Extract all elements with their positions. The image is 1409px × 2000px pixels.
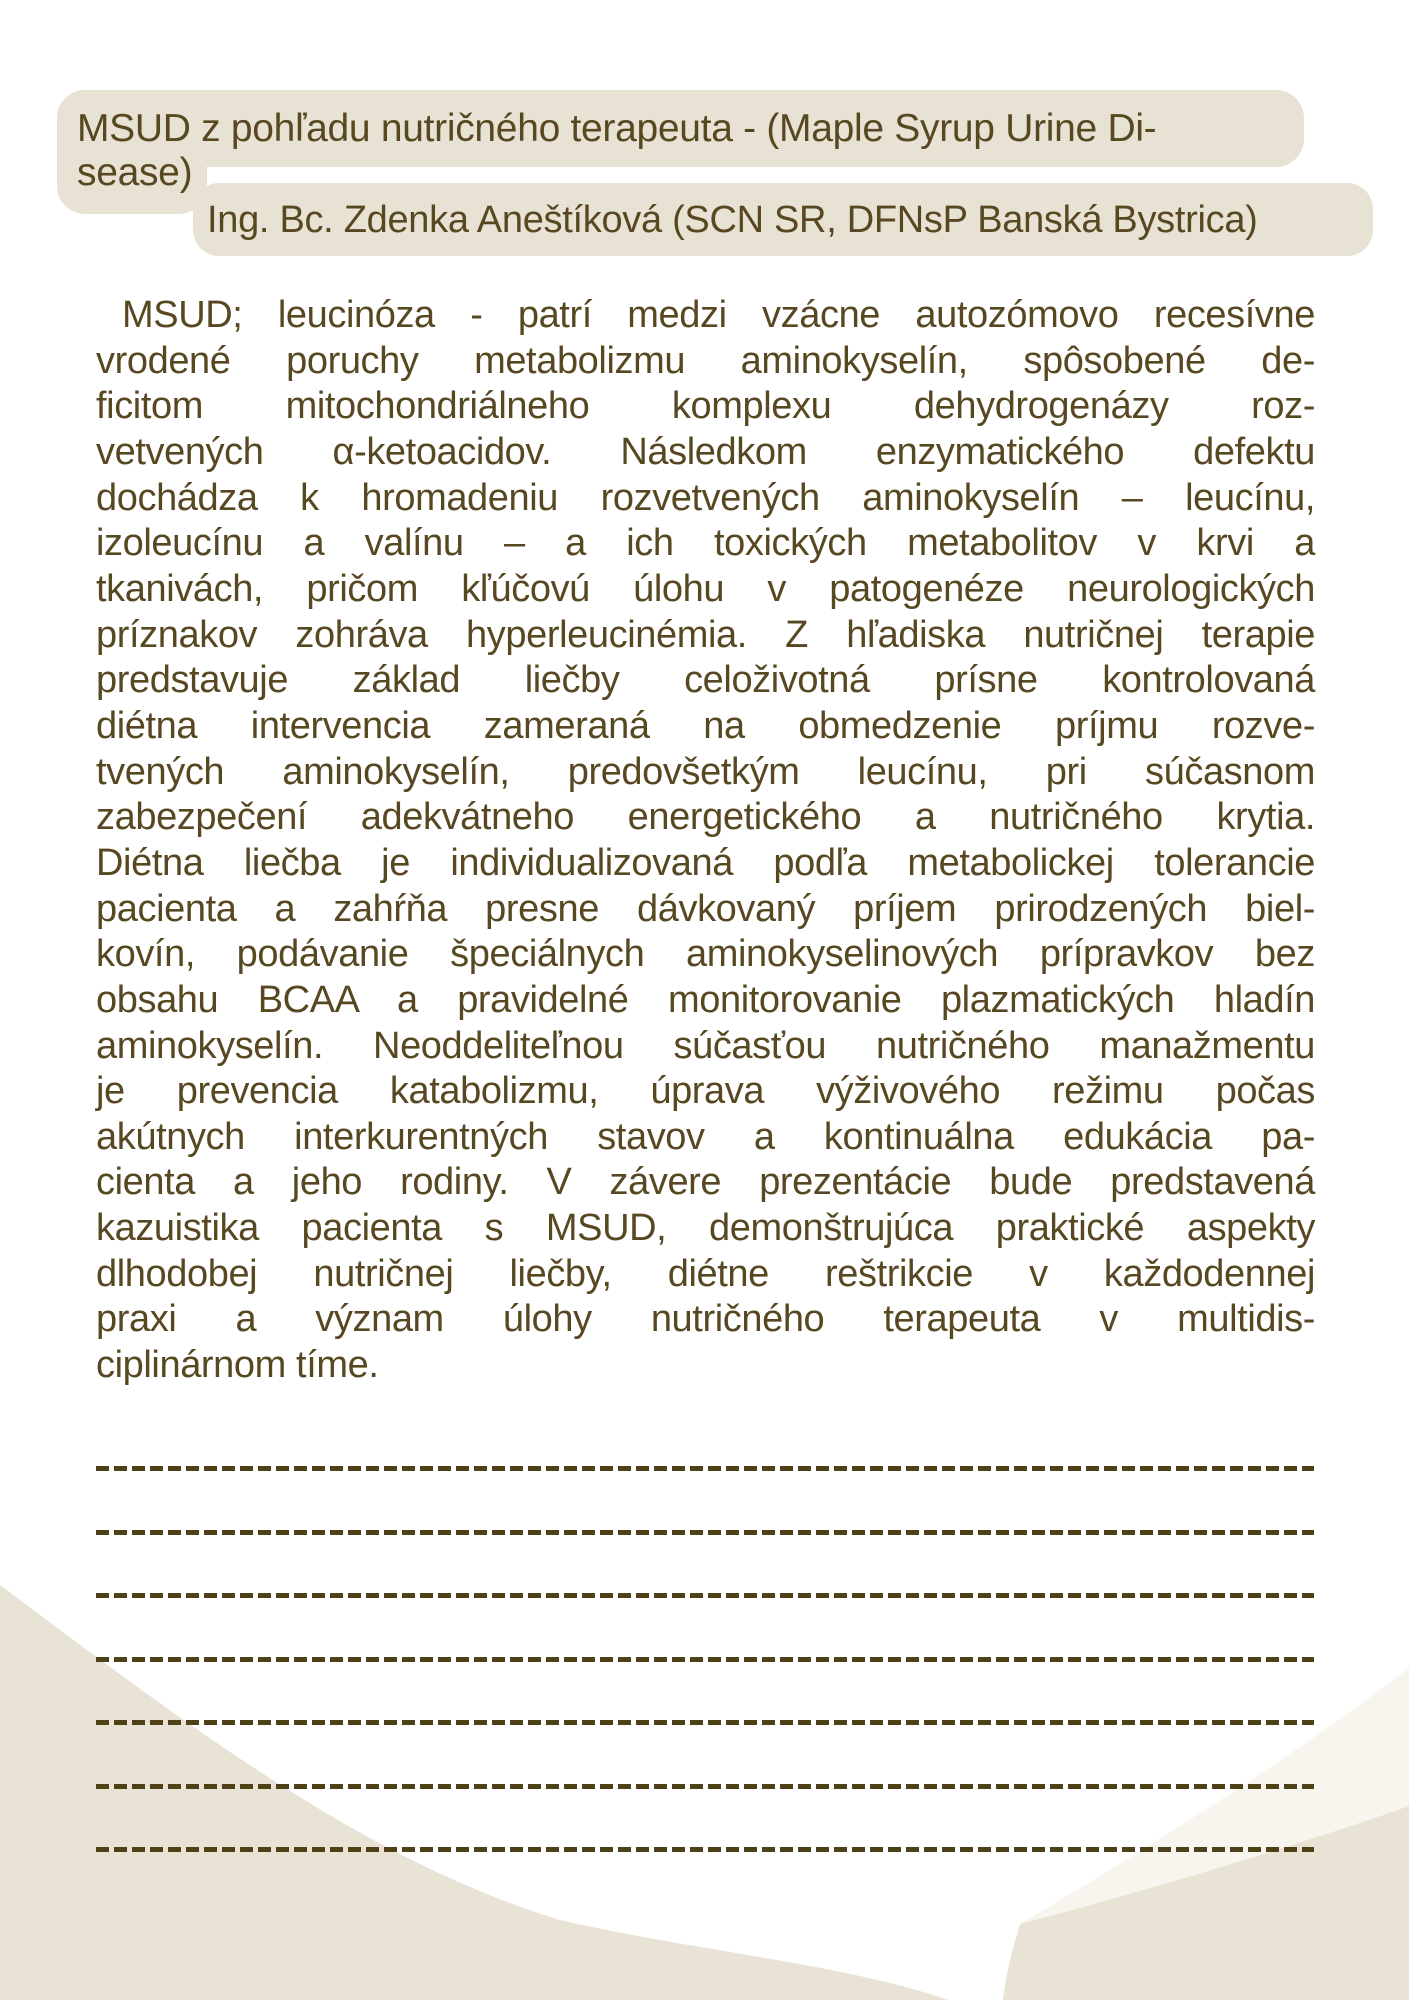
abstract-line: cienta a jeho rodiny. V závere prezentácie bude predstavená (96, 1161, 1315, 1204)
abstract-line: praxi a význam úlohy nutričného terapeuta v multidis- (96, 1298, 1315, 1341)
abstract-line: ficitom mitochondriálneho komplexu dehydrogenázy roz- (96, 385, 1315, 428)
note-dashed-line (96, 1720, 1314, 1725)
notes-lines (96, 1466, 1314, 1856)
abstract-line: dochádza k hromadeniu rozvetvených aminokyselín – leucínu, (96, 476, 1315, 519)
abstract-text (96, 293, 1315, 1389)
abstract-line: ciplinárnom tíme. (96, 1344, 379, 1387)
talk-title-line2: sease) (77, 151, 193, 194)
abstract-line: Diétna liečba je individualizovaná podľa metabolickej tolerancie (96, 841, 1315, 884)
abstract-line: MSUD; leucinóza - patrí medzi vzácne autozómovo recesívne (122, 294, 1315, 336)
note-dashed-line (96, 1593, 1314, 1598)
note-dashed-line (96, 1530, 1314, 1535)
abstract-line: zabezpečení adekvátneho energetického a nutričného krytia. (96, 796, 1315, 839)
abstract-line: kazuistika pacienta s MSUD, demonštrujúca praktické aspekty (96, 1207, 1315, 1250)
abstract-line: tvených aminokyselín, predovšetkým leucínu, pri súčasnom (96, 750, 1315, 793)
abstract-line: diétna intervencia zameraná na obmedzenie príjmu rozve- (96, 704, 1315, 747)
abstract-line: akútnych interkurentných stavov a kontinuálna edukácia pa- (96, 1115, 1315, 1158)
abstract-line: izoleucínu a valínu – a ich toxických metabolitov v krvi a (96, 522, 1315, 565)
abstract-line: pacienta a zahŕňa presne dávkovaný príjem prirodzených biel- (96, 887, 1315, 930)
note-dashed-line (96, 1657, 1314, 1662)
abstract-line: predstavuje základ liečby celoživotná prísne kontrolovaná (96, 659, 1315, 702)
abstract-line: je prevencia katabolizmu, úprava výživového režimu počas (96, 1070, 1315, 1113)
abstract-line: tkanivách, pričom kľúčovú úlohu v patogenéze neurologických (96, 567, 1315, 610)
talk-title-line1: MSUD z pohľadu nutričného terapeuta - (Maple Syrup Urine Di- (77, 107, 1157, 150)
abstract-line: kovín, podávanie špeciálnych aminokyselinových prípravkov bez (96, 933, 1315, 976)
abstract-line: vrodené poruchy metabolizmu aminokyselín, spôsobené de- (96, 339, 1315, 382)
abstract-line: dlhodobej nutričnej liečby, diétne reštrikcie v každodennej (96, 1252, 1315, 1295)
abstract-line: obsahu BCAA a pravidelné monitorovanie plazmatických hladín (96, 978, 1315, 1021)
abstract-line: vetvených α-ketoacidov. Následkom enzymatického defektu (96, 430, 1315, 473)
abstract-line: príznakov zohráva hyperleucinémia. Z hľadiska nutričnej terapie (96, 613, 1315, 656)
talk-author: Ing. Bc. Zdenka Aneštíková (SCN SR, DFNsP Banská Bystrica) (207, 199, 1258, 241)
note-dashed-line (96, 1466, 1314, 1471)
abstract-line: aminokyselín. Neoddeliteľnou súčasťou nutričného manažmentu (96, 1024, 1315, 1067)
note-dashed-line (96, 1784, 1314, 1789)
note-dashed-line (96, 1847, 1314, 1852)
talk-title (77, 107, 1297, 195)
